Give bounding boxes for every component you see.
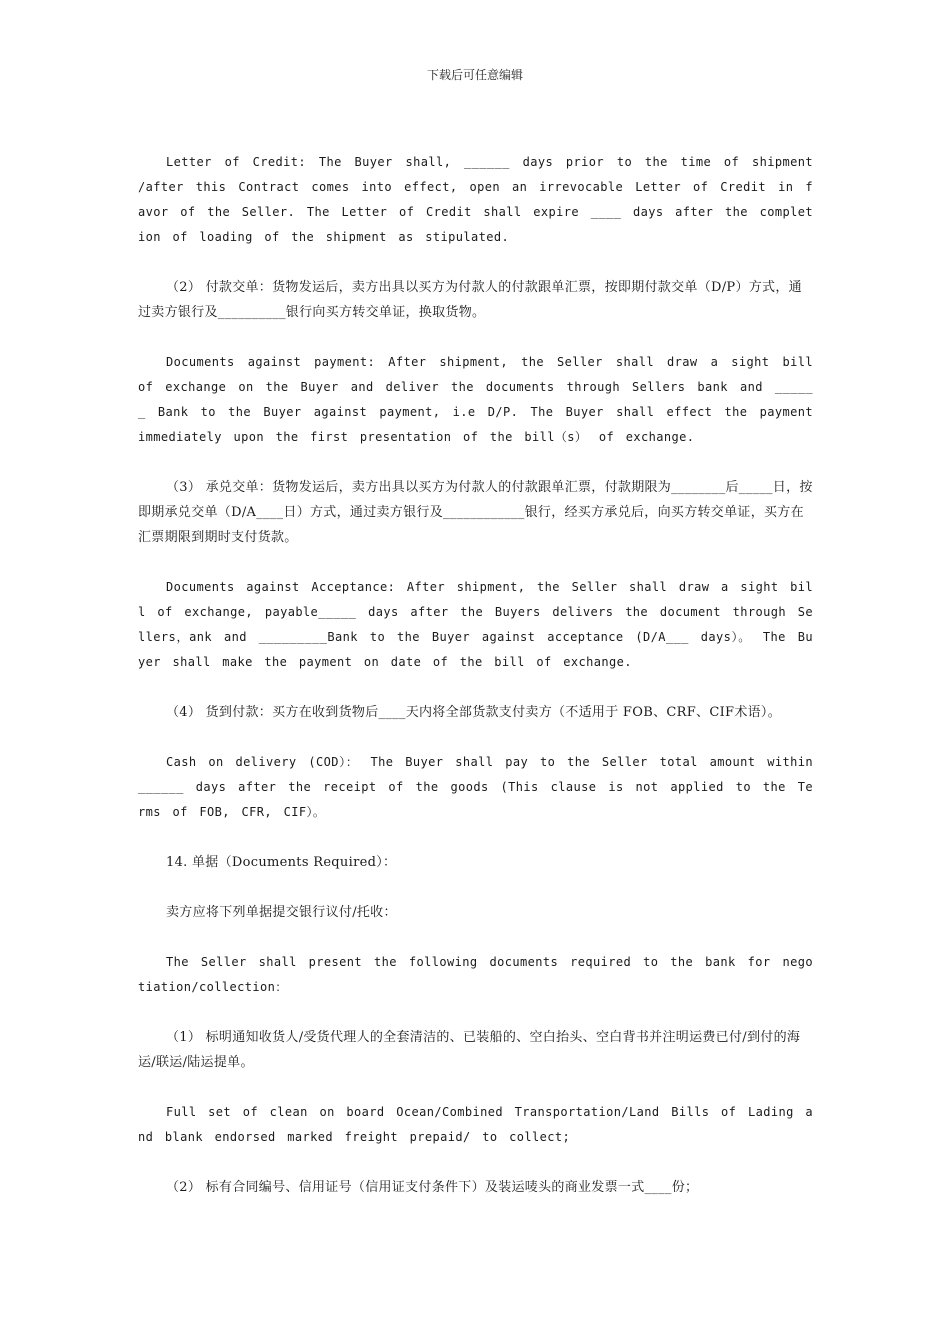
documents-against-acceptance-cn: （3） 承兑交单：货物发运后，卖方出具以买方为付款人的付款跟单汇票，付款期限为________后_____日，按即期承兑交单（D/A____日）方式，通过卖方银行及____________银行，经买方承兑后，向买方转交单证，买方在汇票期限到期时支付货款。: [138, 480, 813, 545]
bill-of-lading-cn: （1） 标明通知收货人/受货代理人的全套清洁的、已装船的、空白抬头、空白背书并注明运费已付/到付的海运/联运/陆运提单。: [138, 1030, 801, 1070]
document-body: [138, 150, 813, 1200]
documents-against-acceptance-en: Documents against Acceptance: After shipment, the Seller shall draw a sight bill of exchange, payable_____ days after the Buyers delivers the document through Sellers，ank and _________Bank to the Buyer against acceptance (D/A___ days）。 The Buyer shall make the payment on date of the bill of exchange.: [138, 580, 813, 669]
commercial-invoice-cn: （2） 标有合同编号、信用证号（信用证支付条件下）及装运唛头的商业发票一式____份；: [166, 1180, 699, 1195]
letter-of-credit-en: Letter of Credit: The Buyer shall, ______ days prior to the time of shipment /after this Contract comes into effect, open an irrevocable Letter of Credit in favor of the Seller. The Letter of Credit shall expire ____ days after the completion of loading of the shipment as stipulated.: [138, 155, 813, 244]
page-header: 下载后可任意编辑: [426, 68, 523, 82]
documents-required-en: The Seller shall present the following documents required to the bank for negotiation/collection：: [138, 955, 813, 994]
documents-required-cn: 卖方应将下列单据提交银行议付/托收：: [166, 905, 397, 920]
section-14-heading: 14. 单据（Documents Required）：: [166, 855, 397, 870]
documents-against-payment-cn: （2） 付款交单：货物发运后，卖方出具以买方为付款人的付款跟单汇票，按即期付款交单（D/P）方式，通过卖方银行及__________银行向买方转交单证，换取货物。: [138, 280, 802, 320]
documents-against-payment-en: Documents against payment: After shipment, the Seller shall draw a sight bill of exchange on the Buyer and deliver the documents through Sellers bank and ______ Bank to the Buyer against payment, i.e D/P. The Buyer shall effect the payment immediately upon the first presentation of the bill（s） of exchange.: [138, 355, 813, 444]
bill-of-lading-en: Full set of clean on board Ocean/Combined Transportation/Land Bills of Lading and blank endorsed marked freight prepaid/ to collect;: [138, 1105, 813, 1144]
cash-on-delivery-en: Cash on delivery (COD）： The Buyer shall pay to the Seller total amount within ______ days after the receipt of the goods (This clause is not applied to the Terms of FOB, CFR, CIF）。: [138, 755, 813, 819]
cash-on-delivery-cn: （4） 货到付款：买方在收到货物后____天内将全部货款支付卖方（不适用于 FOB、CRF、CIF术语）。: [166, 705, 782, 720]
